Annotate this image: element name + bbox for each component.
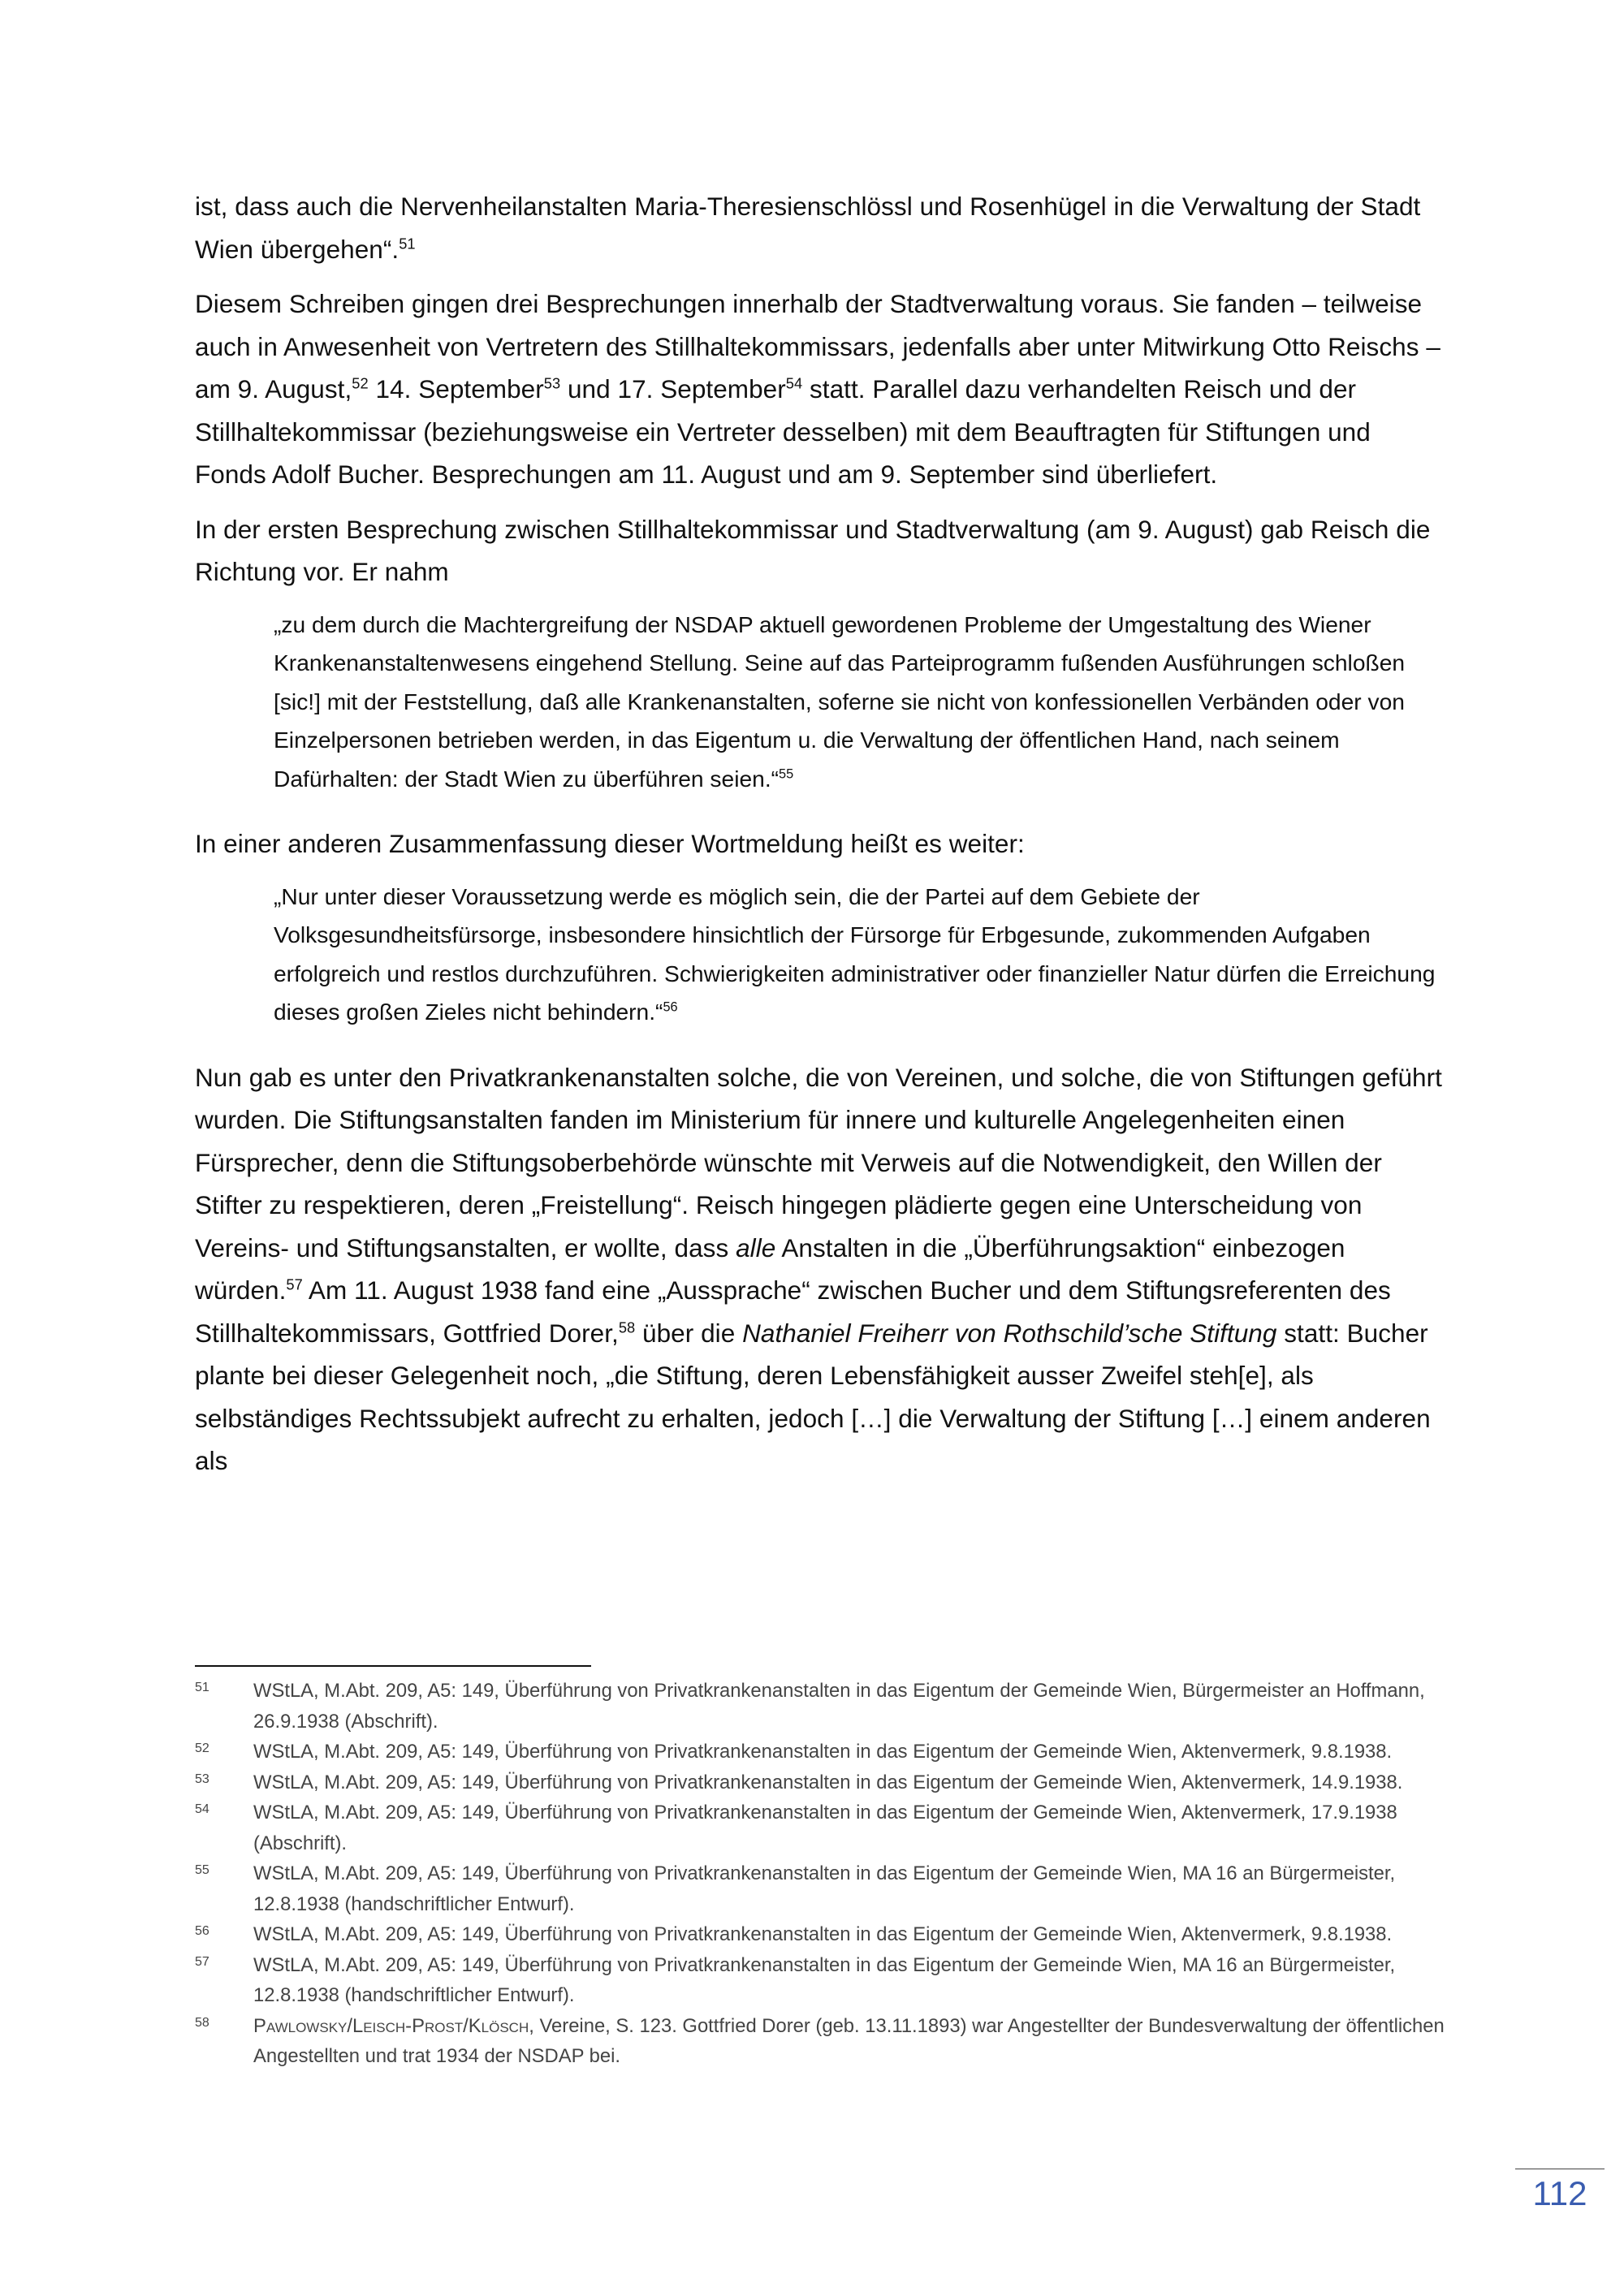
footnote-text: WStLA, M.Abt. 209, A5: 149, Überführung von Privatkrankenanstalten in das Eigentum der Gemeinde Wien, Aktenvermerk, 14.9.1938. [253,1771,1403,1793]
footnote-number: 57 [195,1954,209,1969]
paragraph-text: über die [635,1318,743,1348]
footnote-ref[interactable]: 53 [543,374,561,392]
footnote-text-rest: , Vereine, S. 123. Gottfried Dorer (geb. 13.11.1893) war Angestellter der Bundesverwaltung der öffentlichen Angestellten und trat 1934 der NSDAP bei. [253,2014,1445,2067]
paragraph-text: und 17. September [560,374,786,404]
footnote-ref[interactable]: 54 [785,374,803,392]
footnote-text: WStLA, M.Abt. 209, A5: 149, Überführung von Privatkrankenanstalten in das Eigentum der Gemeinde Wien, MA 16 an Bürgermeister, 12.8.1938 (handschriftlicher Entwurf). [253,1953,1396,2006]
paragraph-text: Diesem Schreiben gingen drei Besprechungen innerhalb der Stadtverwaltung voraus. Sie fanden – teilweise auch in Anwesenheit von Vertretern des Stillhaltekommissars, jedenfalls aber unter Mitwirkung Otto Reischs – am 9. August, [195,289,1440,404]
paragraph-text: Anstalten in die „Überführungsaktion“ einbezogen würden. [195,1232,1345,1305]
footnote-ref[interactable]: 52 [352,374,369,392]
footnote-ref[interactable]: 55 [779,766,794,782]
paragraph-text: statt: Bucher plante bei dieser Gelegenheit noch, „die Stiftung, deren Lebensfähigkeit ausser Zweifel steh[e], als selbständiges Rechtssubjekt aufrecht zu erhalten, jedoch […] die Verwaltung der Stiftung […] einem anderen als [195,1318,1431,1475]
paragraph-text: In einer anderen Zusammenfassung dieser Wortmeldung heißt es weiter: [195,829,1025,858]
footnote-text [253,2011,1445,2072]
paragraph [195,822,1445,865]
footnote-number: 52 [195,1741,209,1755]
footnote-separator [195,1665,591,1667]
footnote-number: 58 [195,2015,209,2030]
block-quote [195,878,1445,1032]
footnotes [195,1676,1445,2072]
quote-text: „Nur unter dieser Voraussetzung werde es möglich sein, die der Partei auf dem Gebiete der Volksgesundheitsfürsorge, insbesondere hinsichtlich der Fürsorge für Erbgesunde, zukommenden Aufgaben erfolgreich und restlos durchzuführen. Schwierigkeiten administrativer oder finanzieller Natur dürfen die Erreichung dieses großen Zieles nicht behindern.“ [274,883,1436,1025]
footnote-number: 54 [195,1802,209,1816]
paragraph-text: ist, dass auch die Nervenheilanstalten Maria-Theresienschlössl und Rosenhügel in die Verwaltung der Stadt Wien übergehen“. [195,192,1421,264]
paragraph-text: In der ersten Besprechung zwischen Stillhaltekommissar und Stadtverwaltung (am 9. August) gab Reisch die Richtung vor. Er nahm [195,514,1431,586]
footnote [195,1858,1445,1919]
paragraph [195,1056,1445,1482]
footnote-number: 53 [195,1772,209,1786]
footnote-ref[interactable]: 51 [399,235,416,252]
footnote-text: WStLA, M.Abt. 209, A5: 149, Überführung von Privatkrankenanstalten in das Eigentum der Gemeinde Wien, Bürgermeister an Hoffmann, 26.9.1938 (Abschrift). [253,1680,1425,1733]
footnote [195,1767,1445,1798]
footnote [195,1737,1445,1767]
footnote-ref[interactable]: 57 [286,1275,303,1293]
emphasis: alle [736,1232,776,1262]
paragraph-text: Am 11. August 1938 fand eine „Aussprache“ zwischen Bucher und dem Stiftungsreferenten des Stillhaltekommissars, Gottfried Dorer, [195,1275,1391,1348]
footnote-text: WStLA, M.Abt. 209, A5: 149, Überführung von Privatkrankenanstalten in das Eigentum der Gemeinde Wien, MA 16 an Bürgermeister, 12.8.1938 (handschriftlicher Entwurf). [253,1862,1396,1915]
footnote [195,1676,1445,1737]
paragraph-text: 14. September [368,374,544,404]
footnote [195,1919,1445,1950]
footnote-text: WStLA, M.Abt. 209, A5: 149, Überführung von Privatkrankenanstalten in das Eigentum der Gemeinde Wien, Aktenvermerk, 9.8.1938. [253,1741,1393,1763]
main-text [195,185,1445,1495]
paragraph [195,508,1445,593]
page-number: 112 [1532,2174,1587,2212]
author-names: Pawlowsky/Leisch-Prost/Klösch [253,2014,529,2037]
footnote-number: 51 [195,1681,209,1694]
paragraph-text: statt. Parallel dazu verhandelten Reisch und der Stillhaltekommissar (beziehungsweise ein Vertreter desselben) mit dem Beauftragten für Stiftungen und Fonds Adolf Bucher. Besprechungen am 11. August und am 9. September sind überliefert. [195,374,1371,489]
footnote [195,1798,1445,1858]
footnote-number: 55 [195,1863,209,1877]
footnote [195,1950,1445,2011]
footnote-ref[interactable]: 58 [618,1318,636,1336]
footnote-text: WStLA, M.Abt. 209, A5: 149, Überführung von Privatkrankenanstalten in das Eigentum der Gemeinde Wien, Aktenvermerk, 17.9.1938 (Abschrift). [253,1802,1397,1854]
paragraph-text: Nun gab es unter den Privatkrankenanstalten solche, die von Vereinen, und solche, die von Stiftungen geführt wurden. Die Stiftungsanstalten fanden im Ministerium für innere und kulturelle Angelegenheiten einen Fürsprecher, denn die Stiftungsoberbehörde wünschte mit Verweis auf die Notwendigkeit, den Willen der Stifter zu respektieren, deren „Freistellung“. Reisch hingegen plädierte gegen eine Unterscheidung von Vereins- und Stiftungsanstalten, er wollte, dass [195,1062,1442,1262]
footnote-text: WStLA, M.Abt. 209, A5: 149, Überführung von Privatkrankenanstalten in das Eigentum der Gemeinde Wien, Aktenvermerk, 9.8.1938. [253,1923,1393,1945]
quote-text: „zu dem durch die Machtergreifung der NSDAP aktuell gewordenen Probleme der Umgestaltung des Wiener Krankenanstaltenwesens eingehend Stellung. Seine auf das Parteiprogramm fußenden Ausführungen schloßen [sic!] mit der Feststellung, daß alle Krankenanstalten, soferne sie nicht von konfessionellen Verbänden oder von Einzelpersonen betrieben werden, in das Eigentum u. die Verwaltung der öffentlichen Hand, nach seinem Dafürhalten: der Stadt Wien zu überführen seien.“ [274,611,1406,792]
footnote-ref[interactable]: 56 [663,999,678,1015]
emphasis: Nathaniel Freiherr von Rothschild’sche Stiftung [742,1318,1277,1348]
paragraph [195,283,1445,496]
paragraph [195,185,1445,270]
footnote [195,2011,1445,2072]
block-quote [195,606,1445,799]
footnote-number: 56 [195,1924,209,1938]
